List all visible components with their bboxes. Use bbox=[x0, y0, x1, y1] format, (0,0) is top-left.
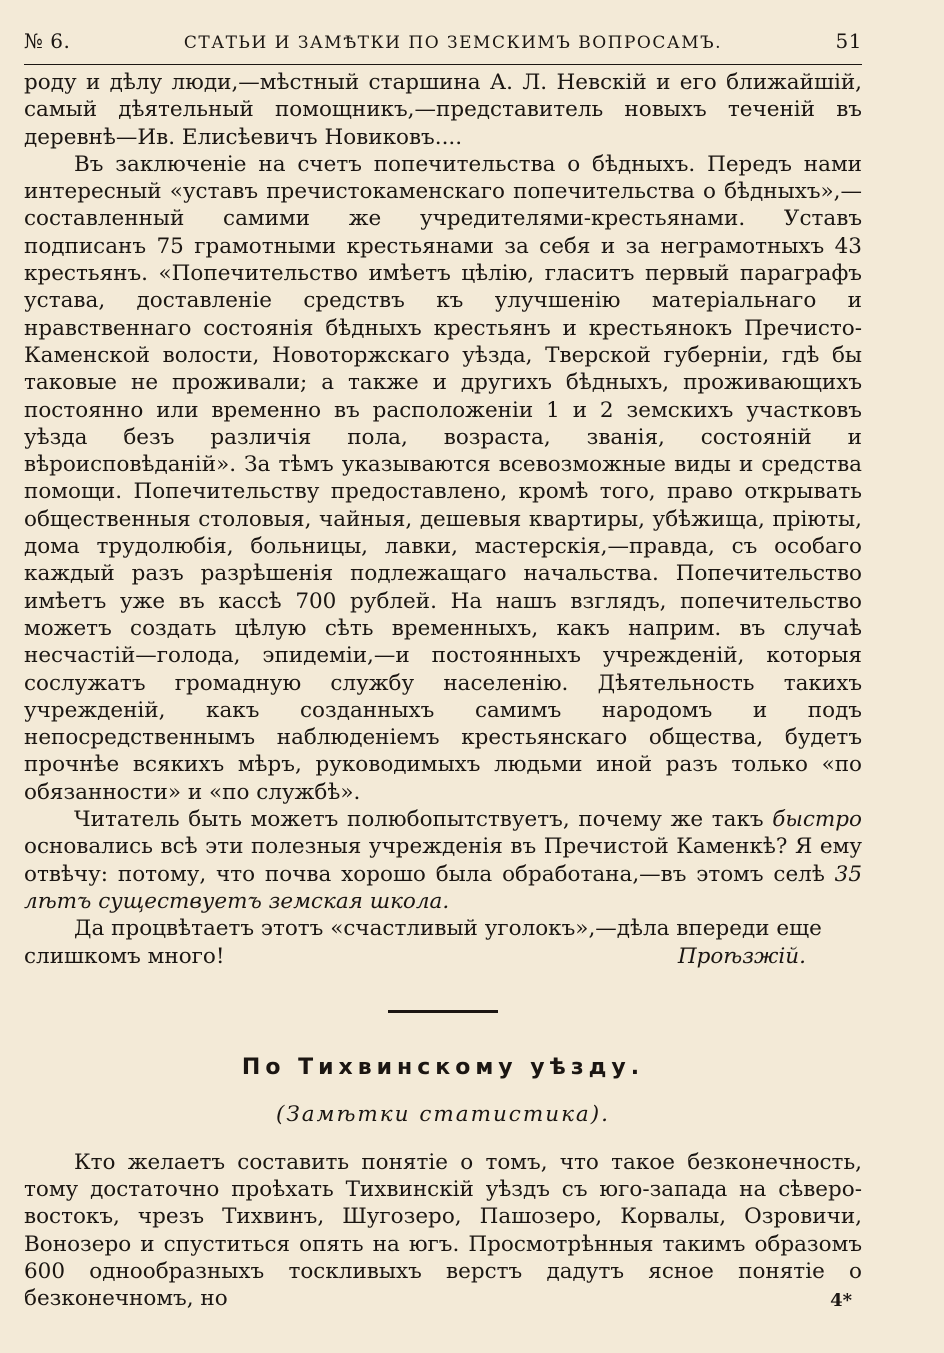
paragraph: Кто желаетъ составить понятіе о томъ, что такое безконечность, тому достаточно проѣхать Тихвинскій уѣздъ съ юго-запада на сѣверо-востокъ, чрезъ Тихвинъ, Шугозеро, Пашозеро, Корвалы, Озровичи, Вонозеро и спуститься опять на югъ. Просмотрѣнныя такимъ образомъ 600 однообразныхъ тоскливыхъ верстъ дадутъ ясное понятіе о безконечномъ, но bbox=[24, 1149, 862, 1312]
header-rule bbox=[24, 64, 862, 65]
paragraph bbox=[24, 806, 862, 915]
paragraph-text: основались всѣ эти полезныя учрежденія въ Пречистой Каменкѣ? Я ему отвѣчу: потому, что почва хорошо была обработана,—въ этомъ селѣ bbox=[24, 834, 862, 887]
paragraph: роду и дѣлу люди,—мѣстный старшина А. Л. Невскій и его ближайшій, самый дѣятельный помощникъ,—представитель новыхъ теченій въ деревнѣ—Ив. Елисѣевичъ Новиковъ.... bbox=[24, 70, 862, 150]
printer-signature-mark: 4* bbox=[830, 1290, 852, 1311]
running-title: СТАТЬИ И ЗАМѢТКИ ПО ЗЕМСКИМЪ ВОПРОСАМЪ. bbox=[183, 33, 723, 53]
italic-emphasis: быстро bbox=[772, 807, 862, 833]
page-number: 51 bbox=[835, 29, 862, 53]
article-body bbox=[24, 1149, 862, 1313]
running-header bbox=[24, 26, 862, 58]
section-title: По Тихвинскому уѣзду. bbox=[241, 1054, 645, 1080]
section-subtitle: (Замѣтки статистика). bbox=[276, 1101, 610, 1127]
paragraph: Въ заключеніе на счетъ попечительства о бѣдныхъ. Передъ нами интересный «уставъ пречистокаменскаго попечительства о бѣдныхъ»,—составленный самими же учредителями-крестьянами. Уставъ подписанъ 75 грамотными крестьянами за себя и за неграмотныхъ 43 крестьянъ. «Попечительство имѣетъ цѣлію, гласитъ первый параграфъ устава, доставленіе средствъ къ улучшенію матеріальнаго и нравственнаго состоянія бѣдныхъ крестьянъ и крестьянокъ Пречисто-Каменской волости, Новоторжскаго уѣзда, Тверской губерніи, гдѣ бы таковые не проживали; а также и другихъ бѣдныхъ, проживающихъ постоянно или временно въ расположеніи 1 и 2 земскихъ участковъ уѣзда безъ различія пола, возраста, званія, состояній и вѣроисповѣданій». За тѣмъ указываются всевозможные виды и средства помощи. Попечительству предоставлено, кромѣ того, право открывать общественныя столовыя, чайныя, дешевыя квартиры, убѣжища, пріюты, дома трудолюбія, больницы, лавки, мастерскія,—правда, съ особаго каждый разъ разрѣшенія подлежащаго начальства. Попечительство имѣетъ уже въ кассѣ 700 рублей. На нашъ взглядъ, попечительство можетъ создать цѣлую сѣть временныхъ, какъ наприм. въ случаѣ несчастій—голода, эпидеміи,—и постоянныхъ учрежденій, которыя сослужатъ громадную службу населенію. Дѣятельность такихъ учрежденій, какъ созданныхъ самимъ народомъ и подъ непосредственнымъ наблюденіемъ крестьянскаго общества, будетъ прочнѣе всякихъ мѣръ, руководимыхъ людьми иной разъ только «по обязанности» и «по службѣ». bbox=[24, 151, 862, 805]
section-divider bbox=[388, 1010, 498, 1013]
paragraph-text: слишкомъ много! bbox=[24, 943, 225, 969]
paragraph-text: Читатель быть можетъ полюбопытствуетъ, почему же такъ bbox=[74, 807, 773, 833]
paragraph: Да процвѣтаетъ этотъ «счастливый уголокъ»,—дѣла впереди еще bbox=[74, 916, 822, 942]
italic-emphasis: 35 лѣтъ существуетъ земская школа. bbox=[24, 861, 862, 914]
issue-number: № 6. bbox=[24, 29, 71, 53]
author-signature: Проѣзжій. bbox=[677, 943, 806, 969]
closing-line bbox=[24, 943, 862, 970]
article-continuation bbox=[24, 69, 862, 970]
